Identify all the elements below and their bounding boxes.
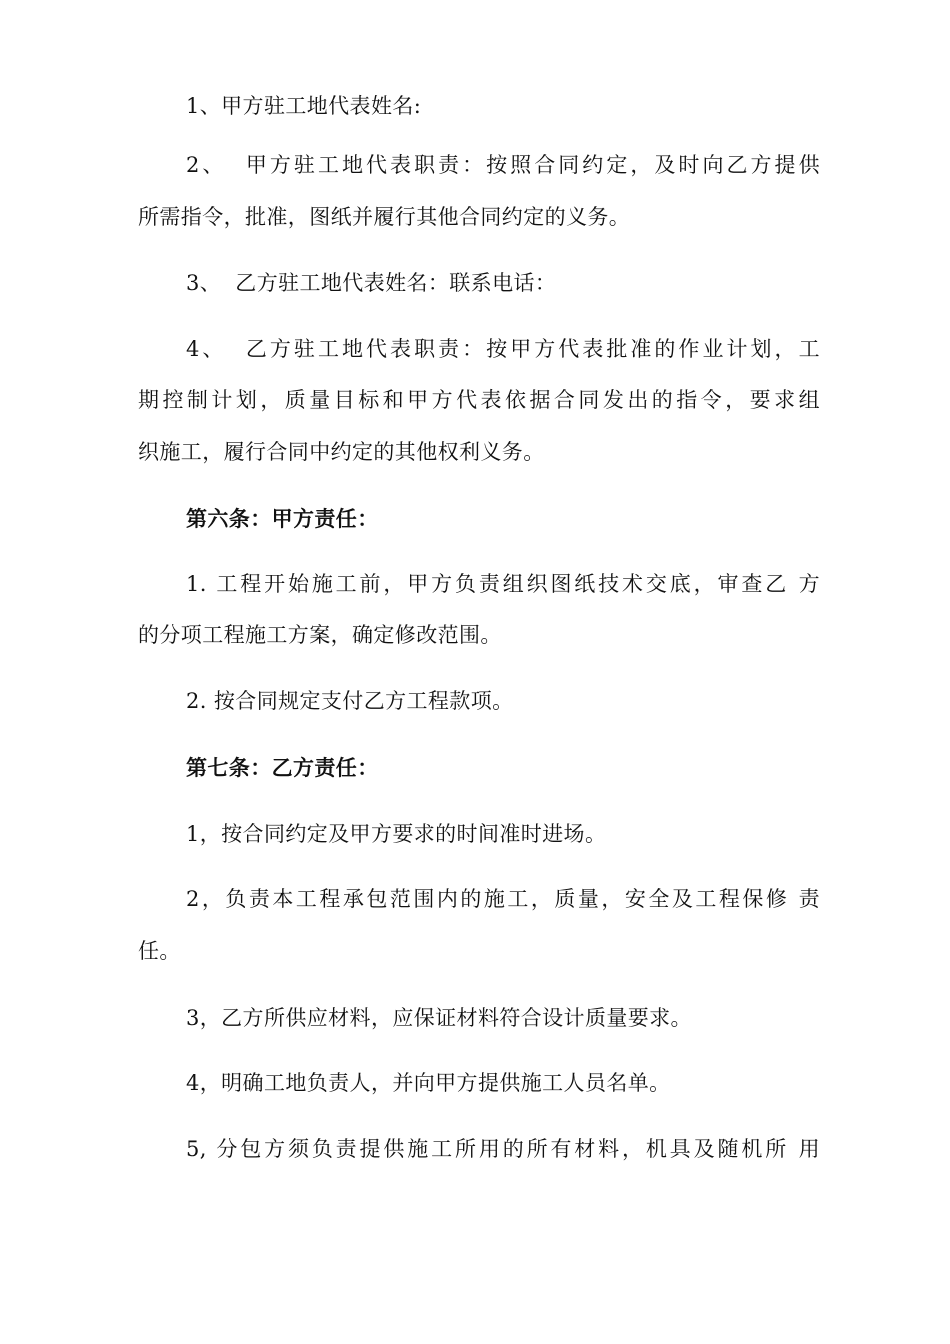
- clause-line: 5, 分包方须负责提供施工所用的所有材料，机具及随机所 用: [186, 1137, 820, 1161]
- clause-line: 1，按合同约定及甲方要求的时间准时进场。: [186, 822, 607, 846]
- clause-line: 所需指令，批准，图纸并履行其他合同约定的义务。: [138, 205, 631, 229]
- clause-line: 的分项工程施工方案，确定修改范围。: [138, 623, 502, 647]
- section-heading: 第七条：乙方责任：: [186, 755, 379, 780]
- clause-line: 3、 乙方驻工地代表姓名：联系电话：: [186, 271, 557, 295]
- clause-line: 1、甲方驻工地代表姓名:: [186, 94, 422, 118]
- clause-line: 2. 按合同规定支付乙方工程款项。: [186, 689, 514, 713]
- clause-line: 期控制计划，质量目标和甲方代表依据合同发出的指令，要求组: [138, 388, 820, 412]
- clause-line: 2、 甲方驻工地代表职责：按照合同约定，及时向乙方提供: [186, 153, 820, 177]
- clause-line: 2，负责本工程承包范围内的施工，质量，安全及工程保修 责: [186, 887, 820, 911]
- section-heading: 第六条：甲方责任：: [186, 506, 379, 531]
- clause-line: 4，明确工地负责人，并向甲方提供施工人员名单。: [186, 1071, 671, 1095]
- clause-line: 任。: [138, 939, 181, 963]
- clause-line: 4、 乙方驻工地代表职责：按甲方代表批准的作业计划，工: [186, 337, 820, 361]
- clause-line: 织施工，履行合同中约定的其他权利义务。: [138, 440, 545, 464]
- clause-line: 1. 工程开始施工前，甲方负责组织图纸技术交底，审查乙 方: [186, 572, 820, 596]
- clause-line: 3，乙方所供应材料，应保证材料符合设计质量要求。: [186, 1006, 692, 1030]
